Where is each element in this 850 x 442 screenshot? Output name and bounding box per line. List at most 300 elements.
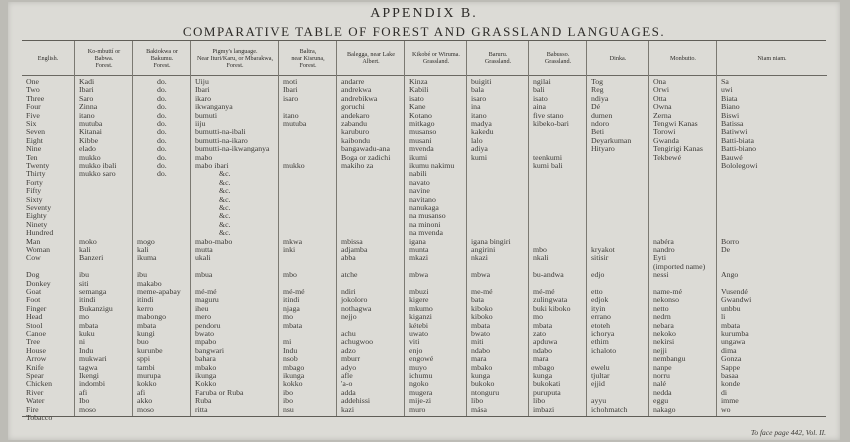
table-cell: (imported name) [653, 261, 706, 271]
table-cell: bukoko [471, 379, 495, 389]
table-cell: bumuti [195, 110, 218, 120]
table-cell: Tengirigi Kanas [653, 144, 703, 154]
table-cell: kibeko-bari [533, 119, 569, 128]
table-cell: ikunga [195, 371, 217, 380]
table-title: COMPARATIVE TABLE OF FOREST AND GRASSLAND LANGUAGES. [182, 24, 666, 39]
table-cell: Saro [79, 93, 94, 103]
table-cell: Ibari [79, 85, 94, 95]
column-6 [404, 41, 467, 416]
table-cell: nanukaga [409, 203, 439, 212]
table-cell: mbua [195, 270, 213, 280]
table-cell: sppi [137, 354, 150, 364]
table-cell: Indu [79, 345, 94, 355]
table-cell: andrebikwa [341, 93, 378, 103]
table-cell: itindi [137, 295, 154, 305]
table-cell: Six [26, 119, 37, 128]
table-cell: Batiwwi [721, 127, 748, 137]
table-cell: 'a-o [341, 379, 353, 389]
table-cell: uwi [721, 85, 733, 95]
table-cell: viti [409, 337, 420, 347]
table-cell: afi [137, 387, 146, 397]
table-cell: mbata [283, 320, 303, 330]
table-cell: mpabo [195, 337, 217, 347]
table-cell: Dé [591, 102, 601, 112]
table-cell: ichohmatch [591, 404, 628, 414]
table-cell: Otta [653, 93, 667, 103]
table-cell: igana [409, 236, 426, 246]
table-cell: inki [283, 245, 296, 254]
table-cell: Woman [26, 245, 51, 254]
table-cell: enjo [409, 345, 423, 355]
table-cell: kali [137, 245, 149, 254]
table-cell: do. [157, 152, 167, 162]
table-cell: Sa [721, 77, 729, 86]
table-cell: &c. [219, 186, 231, 196]
book-page [8, 2, 840, 440]
table-cell: igana bingiri [471, 236, 511, 246]
table-cell: ukali [195, 253, 211, 263]
table-cell: Tree [26, 337, 41, 347]
table-cell: ina [471, 102, 481, 112]
table-cell: House [26, 345, 46, 355]
table-cell: ikuma [137, 253, 157, 263]
table-cell: Deyarkuman [591, 135, 632, 145]
table-cell: andarre [341, 77, 365, 86]
table-cell: muyo [409, 362, 427, 372]
table-cell: kaibondu [341, 135, 371, 145]
table-cell: do. [157, 161, 167, 170]
table-cell: adjamba [341, 245, 368, 254]
table-cell: lalo [471, 135, 483, 145]
table-cell: mero [195, 312, 212, 322]
table-cell: do. [157, 93, 167, 103]
table-cell: buki kiboko [533, 303, 571, 313]
table-cell: mbako [195, 362, 217, 372]
table-cell: mvenda [409, 144, 434, 154]
table-cell: Gwandwi [721, 295, 752, 305]
table-cell: kigere [409, 295, 429, 305]
table-cell: moko [79, 236, 97, 246]
table-cell: me-mé [471, 287, 493, 296]
table-cell: mutta [195, 245, 213, 254]
table-cell: Goat [26, 287, 42, 296]
table-cell: bumutti-na-ikaro [195, 135, 248, 145]
table-cell: achugwoo [341, 337, 374, 347]
table-cell: Faruba or Ruba [195, 387, 244, 397]
table-cell: Gwanda [653, 135, 679, 145]
table-cell: edjo [591, 270, 605, 280]
table-cell: Zerna [653, 110, 672, 120]
table-cell: River [26, 387, 44, 397]
table-cell: makiho za [341, 161, 374, 170]
table-cell: Water [26, 396, 45, 406]
table-cell: itindi [79, 295, 96, 305]
table-cell: mé-mé [283, 287, 305, 296]
table-cell: Five [26, 110, 40, 120]
table-cell: Spear [26, 371, 44, 380]
table-cell: tambi [137, 362, 155, 372]
table-cell: mbata [533, 320, 553, 330]
table-cell: mo [79, 312, 89, 322]
table-cell: munta [409, 245, 429, 254]
table-cell: Batti-biata [721, 135, 754, 145]
table-cell: Tog [591, 77, 604, 86]
table-cell: nkazi [471, 253, 488, 263]
table-cell: angirini [471, 245, 496, 254]
table-cell: ibu [137, 270, 147, 280]
table-cell: Canoe [26, 329, 46, 338]
table-cell: do. [157, 135, 167, 145]
table-cell: nekirsi [653, 337, 675, 347]
column-2 [132, 41, 191, 416]
table-cell: abba [341, 253, 356, 263]
table-cell: jokoloro [341, 295, 368, 305]
table-cell: mkazi [409, 253, 429, 263]
table-cell: Seven [26, 127, 46, 137]
table-cell: zabandu [341, 119, 367, 128]
table-cell: ni [79, 337, 86, 347]
table-cell: Thirty [26, 169, 46, 179]
table-cell: teenkumi [533, 152, 563, 162]
table-cell: Ibari [283, 85, 298, 95]
table-cell: mabo ibari [195, 161, 229, 170]
table-cell: mukwari [79, 354, 107, 364]
table-cell: kokko [283, 379, 303, 389]
column-5 [336, 41, 405, 416]
table-cell: do. [157, 119, 167, 128]
column-header: English. [22, 41, 74, 76]
table-cell: Owna [653, 102, 672, 112]
table-cell: Tengwi Kanas [653, 119, 698, 128]
table-cell: Ruba [195, 396, 212, 406]
table-cell: Eighty [26, 211, 47, 221]
table-cell: zulingwata [533, 295, 568, 305]
table-cell: navitano [409, 194, 436, 204]
table-cell: kakedu [471, 127, 494, 137]
table-cell: nalé [653, 379, 666, 389]
table-cell: Four [26, 102, 41, 112]
table-cell: nessi [653, 270, 669, 280]
table-cell: di [721, 387, 728, 397]
table-cell: nothagwa [341, 303, 372, 313]
table-cell: buigiti [471, 77, 492, 86]
column-10 [648, 41, 717, 416]
appendix-label: APPENDIX B. [370, 6, 478, 21]
table-cell: ejjid [591, 379, 605, 389]
table-cell: Seventy [26, 203, 52, 212]
table-cell: One [26, 77, 39, 86]
table-cell: &c. [219, 203, 231, 212]
table-cell: mara [471, 354, 487, 364]
table-cell: musani [409, 135, 432, 145]
table-cell: Sappe [721, 362, 741, 372]
table-cell: &c. [219, 228, 231, 238]
table-cell: akko [137, 396, 153, 406]
footnote: To face page 442, Vol. II. [750, 428, 826, 437]
table-cell: Ten [26, 152, 38, 162]
table-cell: kuku [79, 329, 95, 338]
table-cell: mbuzi [409, 287, 429, 296]
table-cell: imme [721, 396, 739, 406]
table-cell: name-mé [653, 287, 683, 296]
table-cell: wo [721, 404, 731, 414]
table-cell: &c. [219, 177, 231, 187]
table-cell: mbata [721, 320, 741, 330]
column-7 [466, 41, 529, 416]
table-cell: moso [79, 404, 96, 414]
table-cell: nedrn [653, 312, 671, 322]
table-cell: mbago [533, 362, 555, 372]
table-cell: andekaro [341, 110, 370, 120]
table-cell: nedda [653, 387, 672, 397]
table-cell: &c. [219, 211, 231, 221]
table-cell: do. [157, 169, 167, 179]
table-cell: mkumo [409, 303, 433, 313]
table-cell: etoteh [591, 320, 611, 330]
table-cell: do. [157, 110, 167, 120]
table-cell: adzo [341, 345, 356, 355]
table-cell: nekoko [653, 329, 676, 338]
table-cell: miti [471, 337, 484, 347]
table-cell: libo [533, 396, 546, 406]
table-cell: Eight [26, 135, 43, 145]
table-cell: do. [157, 127, 167, 137]
table-cell: njaga [283, 303, 300, 313]
table-cell: konde [721, 379, 741, 389]
table-cell: do. [157, 102, 167, 112]
table-cell: Hityaro [591, 144, 615, 154]
table-cell: isato [409, 93, 424, 103]
table-cell: norru [653, 371, 670, 380]
table-cell: ethim [591, 337, 609, 347]
table-cell: ndiya [591, 93, 609, 103]
table-cell: dumen [591, 110, 613, 120]
table-cell: goruchi [341, 102, 365, 112]
table-cell: mogo [137, 236, 155, 246]
table-cell: nsu [283, 404, 294, 414]
table-cell: mugera [409, 387, 433, 397]
column-11 [716, 41, 827, 416]
table-cell: uwato [409, 329, 429, 338]
table-cell: mburr [341, 354, 361, 364]
table-cell: maguru [195, 295, 219, 305]
table-cell: ikunga [283, 371, 305, 380]
table-cell: navine [409, 186, 430, 196]
table-cell: Cow [26, 253, 41, 263]
table-cell: afle [341, 371, 353, 380]
table-cell: Donkey [26, 278, 51, 288]
column-3 [190, 41, 279, 416]
table-cell: iheu [195, 303, 209, 313]
table-cell: itano [283, 110, 299, 120]
table-cell: ichorya [591, 329, 615, 338]
table-cell: bata [471, 295, 484, 305]
table-cell: muro [409, 404, 426, 414]
table-cell: kiboko [471, 312, 493, 322]
table-cell: ntonguru [471, 387, 500, 397]
table-cell: bumutti-na-ibali [195, 127, 246, 137]
table-cell: Bukanzigu [79, 303, 113, 313]
column-9 [586, 41, 649, 416]
table-cell: Ikengi [79, 371, 99, 380]
table-cell: kumi [471, 152, 488, 162]
table-cell: Foot [26, 295, 41, 305]
table-cell: Sixty [26, 194, 43, 204]
table-cell: andrekwa [341, 85, 372, 95]
table-cell: eggu [653, 396, 669, 406]
table-cell: ungawa [721, 337, 746, 347]
table-cell: bali [533, 85, 545, 95]
table-cell: mása [471, 404, 488, 414]
column-header: Pigmy's language. Near Ituri/Karu, or Mbarakwa, Forest. [191, 41, 279, 76]
table-cell: etto [591, 287, 603, 296]
table-cell: aina [533, 102, 546, 112]
table-cell: Batissa [721, 119, 744, 128]
table-cell: Knife [26, 362, 44, 372]
table-cell: itindi [283, 295, 300, 305]
table-cell: kurumba [721, 329, 749, 338]
table-cell: mo [533, 312, 543, 322]
table-cell: Fifty [26, 186, 42, 196]
column-header: Baruru. Grassland. [467, 41, 529, 76]
table-cell: errano [591, 312, 611, 322]
table-cell: Nine [26, 144, 42, 154]
column-header: Ko-mbuttí or Babwa. Forest. [75, 41, 133, 76]
table-cell: moso [137, 404, 154, 414]
table-cell: &c. [219, 194, 231, 204]
table-cell: basaa [721, 371, 739, 380]
table-cell: mara [533, 354, 549, 364]
table-cell: mbago [283, 362, 305, 372]
table-cell: na mvenda [409, 228, 443, 238]
table-cell: madya [471, 119, 492, 128]
table-cell: Kibbe [79, 135, 99, 145]
table-cell: mutuba [79, 119, 103, 128]
table-cell: Ibari [195, 85, 210, 95]
table-cell: Borro [721, 236, 740, 246]
column-header: Baltra, near Kisruna, Forest. [279, 41, 337, 76]
table-cell: mo [283, 312, 293, 322]
table-cell: zato [533, 329, 546, 338]
table-cell: murupa [137, 371, 161, 380]
table-cell: ikaro [195, 93, 212, 103]
table-cell: Ango [721, 270, 739, 280]
table-cell: adyo [341, 362, 357, 372]
table-cell: mije-zi [409, 396, 432, 406]
table-cell: Eyti [653, 253, 666, 263]
table-cell: Ibo [79, 396, 90, 406]
table-cell: mbata [137, 320, 157, 330]
table-cell: Kitanai [79, 127, 102, 137]
table-cell: kungi [137, 329, 155, 338]
table-cell: nandro [653, 245, 675, 254]
table-cell: netto [653, 303, 669, 313]
table-cell: apduwa [533, 337, 558, 347]
table-cell: bangawadu-ana [341, 144, 390, 154]
table-cell: tagwa [79, 362, 98, 372]
column-header: Dinka. [587, 41, 649, 76]
comparative-language-table [22, 40, 826, 422]
table-cell: Reg [591, 85, 604, 95]
table-cell: mkwa [283, 236, 303, 246]
table-cell: Vusendé [721, 287, 748, 296]
column-header: Bakiokwa or Bakumu. Forest. [133, 41, 191, 76]
table-cell: nanpe [653, 362, 672, 372]
table-cell: Finger [26, 303, 47, 313]
table-cell: mé-mé [195, 287, 217, 296]
table-cell: Ninety [26, 219, 48, 229]
table-cell: li [721, 312, 726, 322]
table-cell: moti [283, 77, 298, 86]
table-cell: kerro [137, 303, 154, 313]
table-cell: mbo [283, 270, 297, 280]
table-cell: Three [26, 93, 45, 103]
table-cell: bumutti-na-ikwanganya [195, 144, 270, 154]
table-cell: kiganzi [409, 312, 432, 322]
table-cell: ibo [283, 387, 293, 397]
table-cell: edjok [591, 295, 609, 305]
table-cell: bukokati [533, 379, 561, 389]
table-cell: Kabili [409, 85, 429, 95]
table-cell: nkali [533, 253, 549, 263]
table-cell: Boga or zadichi [341, 152, 391, 162]
table-cell: ikwanganya [195, 102, 233, 112]
table-cell: adiya [471, 144, 488, 154]
table-cell: Torowi [653, 127, 676, 137]
table-cell: kurunbe [137, 345, 163, 355]
table-cell: kétebi [409, 320, 429, 330]
table-cell: ityin [591, 303, 606, 313]
table-cell: dima [721, 345, 737, 355]
table-cell: achu [341, 329, 356, 338]
table-cell: ngoko [409, 379, 429, 389]
table-cell: siti [79, 278, 89, 288]
table-cell: Twenty [26, 161, 50, 170]
table-cell: Kinza [409, 77, 428, 86]
table-cell: Biswi [721, 110, 740, 120]
table-cell: ritta [195, 404, 208, 414]
table-cell: mbissa [341, 236, 363, 246]
table-cell: mbako [471, 362, 493, 372]
column-header: Monbutto. [649, 41, 717, 76]
table-cell: Banzeri [79, 253, 104, 263]
table-cell: Indu [283, 345, 298, 355]
table-cell: Bololegowi [721, 161, 758, 170]
table-cell: mabongo [137, 312, 167, 322]
table-cell: Kane [409, 102, 426, 112]
column-1 [74, 41, 133, 416]
table-cell: mabo [195, 152, 213, 162]
table-cell: kunga [471, 371, 491, 380]
table-cell: ichaloto [591, 345, 617, 355]
table-cell: kokko [137, 379, 157, 389]
table-cell: nebara [653, 320, 674, 330]
table-cell: Biata [721, 93, 738, 103]
table-cell: kali [79, 245, 91, 254]
table-cell: itano [79, 110, 95, 120]
table-cell: ndoro [591, 119, 610, 128]
table-cell: ibu [79, 270, 89, 280]
table-cell: bu-andwa [533, 270, 564, 280]
table-cell: Tobacco [26, 413, 53, 422]
table-cell: nabéra [653, 236, 674, 246]
table-cell: itano [471, 110, 487, 120]
table-cell: imbazi [533, 404, 555, 414]
table-cell: ndiri [341, 287, 356, 296]
table-cell: mbo [533, 245, 547, 254]
table-cell: afi [79, 387, 88, 397]
table-cell: isaro [471, 93, 487, 103]
